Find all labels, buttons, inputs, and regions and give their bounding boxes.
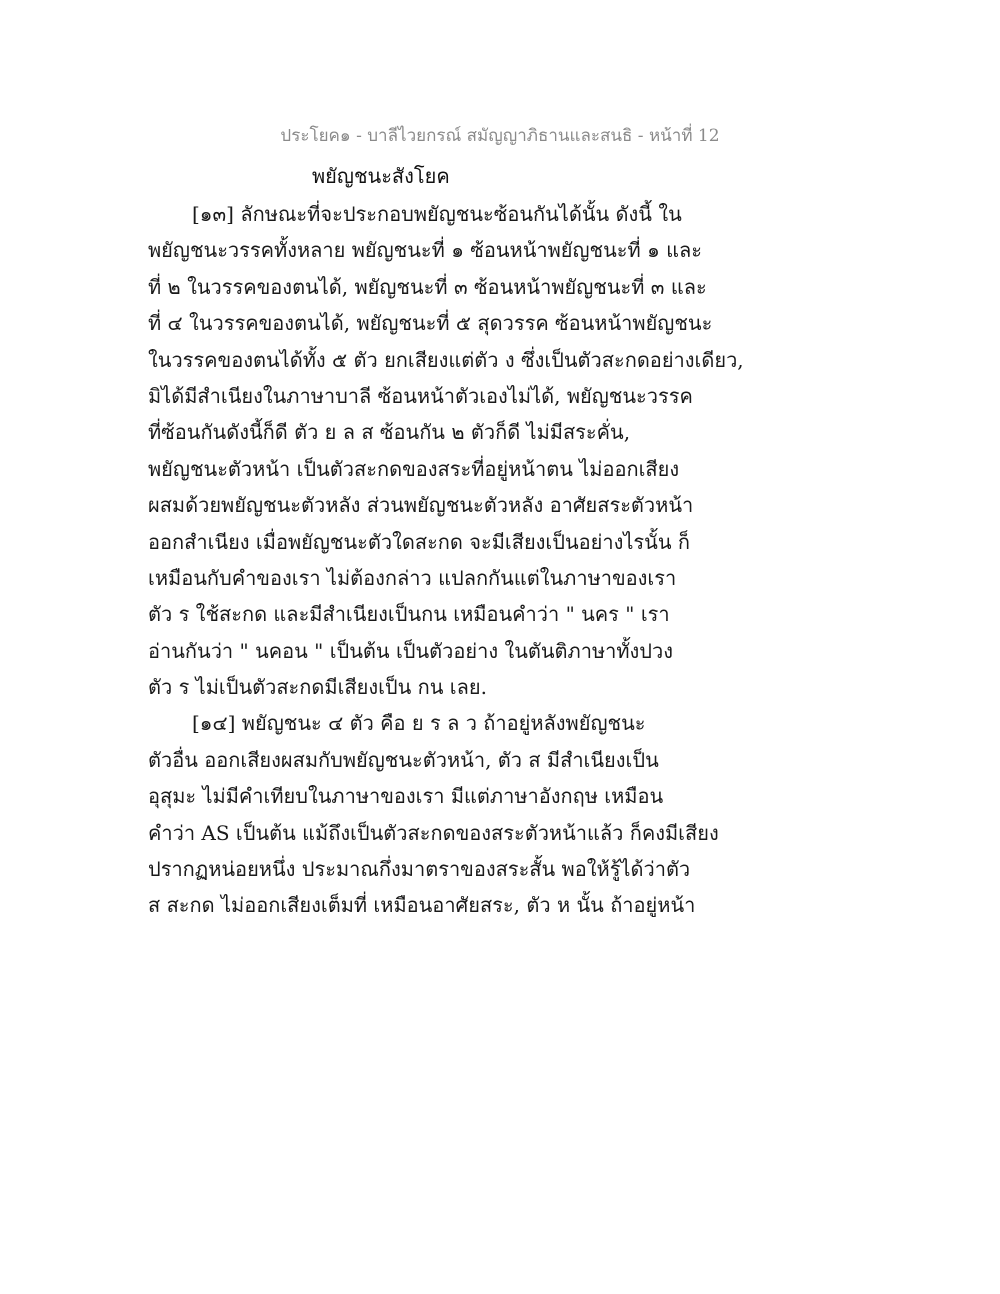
paragraph-line: ผสมด้วยพยัญชนะตัวหลัง ส่วนพยัญชนะตัวหลัง อาศัยสระตัวหน้า xyxy=(148,493,694,518)
paragraph-line: [๑๓] ลักษณะที่จะประกอบพยัญชนะซ้อนกันได้นั้น ดังนี้ ใน xyxy=(192,202,682,226)
paragraph-line: ที่ซ้อนกันดังนี้ก็ดี ตัว ย ล ส ซ้อนกัน ๒ ตัวก็ดี ไม่มีสระคั่น, xyxy=(148,420,631,445)
paragraph-line: มิได้มีสำเนียงในภาษาบาลี ซ้อนหน้าตัวเองไม่ได้, พยัญชนะวรรค xyxy=(148,383,693,408)
running-header-text: ประโยค๑ - บาลีไวยกรณ์ สมัญญาภิธานและสนธิ - หน้าที่ 12 xyxy=(280,126,720,146)
paragraph-line: ปรากฏหน่อยหนึ่ง ประมาณกึ่งมาตราของสระสั้น พอให้รู้ได้ว่าตัว xyxy=(148,857,691,882)
running-header xyxy=(0,122,1000,149)
paragraph-line: ตัวอื่น ออกเสียงผสมกับพยัญชนะตัวหน้า, ตัว ส มีสำเนียงเป็น xyxy=(148,747,659,772)
paragraph-line: พยัญชนะวรรคทั้งหลาย พยัญชนะที่ ๑ ซ้อนหน้าพยัญชนะที่ ๑ และ xyxy=(148,238,703,263)
paragraph-line: [๑๔] พยัญชนะ ๔ ตัว คือ ย ร ล ว ถ้าอยู่หลังพยัญชนะ xyxy=(192,711,646,736)
paragraph-line: ออกสำเนียง เมื่อพยัญชนะตัวใดสะกด จะมีเสียงเป็นอย่างไรนั้น ก็ xyxy=(148,529,690,554)
paragraph-line: อุสุมะ ไม่มีคำเทียบในภาษาของเรา มีแต่ภาษาอังกฤษ เหมือน xyxy=(148,784,664,809)
paragraph-line: ตัว ร ใช้สะกด และมีสำเนียงเป็นกน เหมือนคำว่า " นคร " เรา xyxy=(148,602,670,627)
body-text xyxy=(148,196,748,924)
paragraph-line: พยัญชนะตัวหน้า เป็นตัวสะกดของสระที่อยู่หน้าตน ไม่ออกเสียง xyxy=(148,456,680,481)
paragraph-line: ที่ ๒ ในวรรคของตนได้, พยัญชนะที่ ๓ ซ้อนหน้าพยัญชนะที่ ๓ และ xyxy=(148,274,707,299)
paragraph-line: ส สะกด ไม่ออกเสียงเต็มที่ เหมือนอาศัยสระ, ตัว ห นั้น ถ้าอยู่หน้า xyxy=(148,893,696,918)
paragraph-line: ตัว ร ไม่เป็นตัวสะกดมีเสียงเป็น กน เลย. xyxy=(148,675,487,700)
paragraph-line: อ่านกันว่า " นคอน " เป็นต้น เป็นตัวอย่าง ในตันติภาษาทั้งปวง xyxy=(148,638,673,663)
paragraph-line: คำว่า AS เป็นต้น แม้ถึงเป็นตัวสะกดของสระตัวหน้าแล้ว ก็คงมีเสียง xyxy=(148,820,719,845)
section-heading: พยัญชนะสังโยค xyxy=(312,164,450,188)
paragraph-line: ในวรรคของตนได้ทั้ง ๕ ตัว ยกเสียงแต่ตัว ง ซึ่งเป็นตัวสะกดอย่างเดียว, xyxy=(148,347,744,372)
paragraph-13 xyxy=(148,196,748,705)
paragraph-line: เหมือนกับคำของเรา ไม่ต้องกล่าว แปลกกันแต่ในภาษาของเรา xyxy=(148,565,677,590)
paragraph-14 xyxy=(148,705,748,923)
paragraph-line: ที่ ๔ ในวรรคของตนได้, พยัญชนะที่ ๕ สุดวรรค ซ้อนหน้าพยัญชนะ xyxy=(148,311,713,336)
